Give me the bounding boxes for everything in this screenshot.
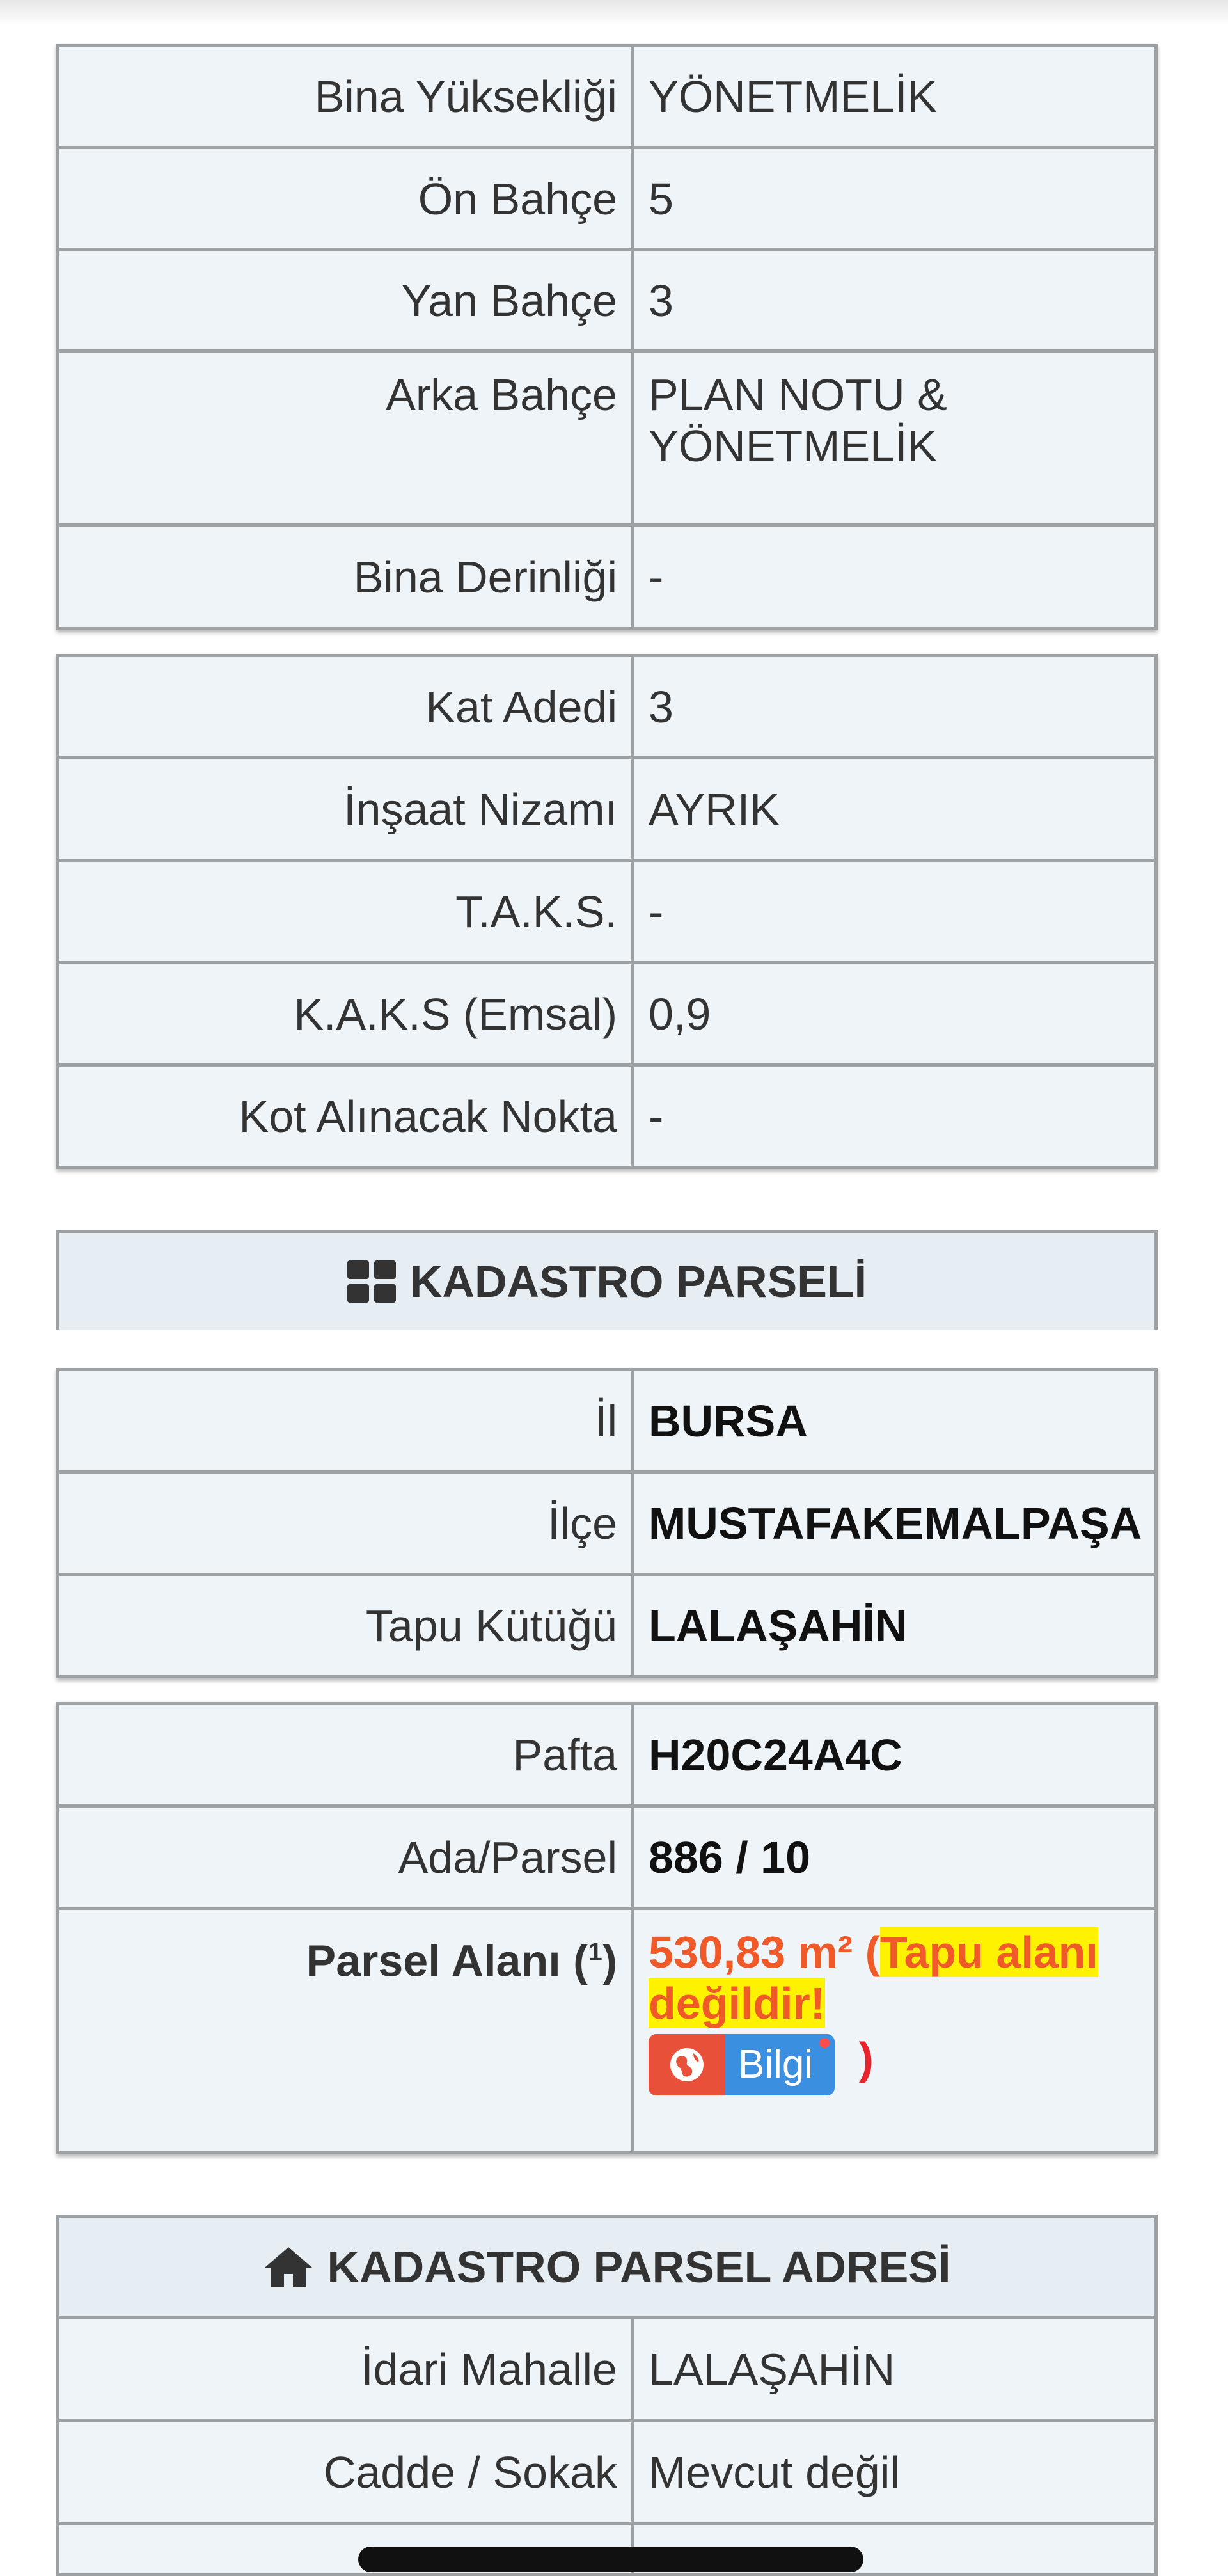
row-value: AYRIK xyxy=(633,758,1156,861)
table-row xyxy=(58,1370,1156,1472)
footnote-sup: 1 xyxy=(588,1938,602,1966)
area-value: 530,83 m² xyxy=(649,1927,853,1977)
row-key: Yan Bahçe xyxy=(58,250,633,351)
row-key: Pafta xyxy=(58,1704,633,1806)
home-icon xyxy=(264,2246,313,2288)
table-row xyxy=(58,2421,1156,2524)
row-value: - xyxy=(633,861,1156,963)
table-row xyxy=(58,1909,1156,2153)
row-key: T.A.K.S. xyxy=(58,861,633,963)
kadastro-parseli-header xyxy=(56,1230,1158,1330)
table-row xyxy=(58,1806,1156,1909)
building-rules-table xyxy=(56,44,1158,630)
table-row xyxy=(58,45,1156,148)
row-value: MUSTAFAKEMALPAŞA xyxy=(633,1472,1156,1575)
address-table xyxy=(56,2316,1158,2576)
row-value: PLAN NOTU & YÖNETMELİK xyxy=(633,351,1156,525)
row-value: 5 xyxy=(633,148,1156,250)
row-key: Kot Alınacak Nokta xyxy=(58,1065,633,1168)
row-key: İlçe xyxy=(58,1472,633,1575)
header-title: KADASTRO PARSEL ADRESİ xyxy=(327,2242,951,2292)
parcel-area-label xyxy=(58,1909,633,2153)
area-paren-open: ( xyxy=(865,1927,880,1977)
row-value: 3 xyxy=(633,250,1156,351)
table-row xyxy=(58,148,1156,250)
row-value: BURSA xyxy=(633,1370,1156,1472)
table-row xyxy=(58,250,1156,351)
row-key: Cadde / Sokak xyxy=(58,2421,633,2524)
bilgi-label xyxy=(725,2034,835,2095)
label-text: Parsel Alanı ( xyxy=(306,1936,588,1986)
globe-icon xyxy=(649,2034,725,2095)
row-value: H20C24A4C xyxy=(633,1704,1156,1806)
row-value: LALAŞAHİN xyxy=(633,1575,1156,1677)
row-key: İnşaat Nizamı xyxy=(58,758,633,861)
table-row xyxy=(58,2318,1156,2421)
row-key: Kat Adedi xyxy=(58,656,633,758)
parcel-table xyxy=(56,1702,1158,2154)
table-row xyxy=(58,1575,1156,1677)
header-title: KADASTRO PARSELİ xyxy=(409,1256,867,1307)
row-value: YÖNETMELİK xyxy=(633,45,1156,148)
table-row xyxy=(58,963,1156,1065)
table-row xyxy=(58,525,1156,629)
top-shadow xyxy=(0,0,1228,26)
row-value: 3 xyxy=(633,656,1156,758)
row-value: - xyxy=(633,525,1156,629)
row-value: 0,9 xyxy=(633,963,1156,1065)
row-value: LALAŞAHİN xyxy=(633,2318,1156,2421)
parcel-area-value xyxy=(633,1909,1156,2153)
row-key: K.A.K.S (Emsal) xyxy=(58,963,633,1065)
row-value: Mevcut değil xyxy=(633,2421,1156,2524)
table-row xyxy=(58,1472,1156,1575)
label-paren: ) xyxy=(602,1936,617,1986)
row-value: 886 / 10 xyxy=(633,1806,1156,1909)
row-key: İl xyxy=(58,1370,633,1472)
row-key: Tapu Kütüğü xyxy=(58,1575,633,1677)
table-row xyxy=(58,758,1156,861)
table-row xyxy=(58,861,1156,963)
bilgi-button[interactable] xyxy=(649,2034,835,2095)
redacted-bar xyxy=(358,2547,863,2572)
row-value: - xyxy=(633,1065,1156,1168)
kadastro-parsel-adresi-header xyxy=(56,2215,1158,2319)
area-paren-close: ) xyxy=(858,2033,874,2084)
notification-dot xyxy=(819,2038,830,2048)
row-key: Arka Bahçe xyxy=(58,351,633,525)
table-row xyxy=(58,1704,1156,1806)
row-key: Bina Yüksekliği xyxy=(58,45,633,148)
row-key: Bina Derinliği xyxy=(58,525,633,629)
table-row xyxy=(58,1065,1156,1168)
area-warning: Tapu alanı değildir! xyxy=(649,1927,1098,2028)
bilgi-text: Bilgi xyxy=(738,2042,814,2087)
construction-table xyxy=(56,654,1158,1169)
grid-icon xyxy=(347,1260,396,1303)
table-row xyxy=(58,656,1156,758)
location-table xyxy=(56,1368,1158,1678)
row-key: Ada/Parsel xyxy=(58,1806,633,1909)
row-key: İdari Mahalle xyxy=(58,2318,633,2421)
row-key: Ön Bahçe xyxy=(58,148,633,250)
table-row xyxy=(58,351,1156,525)
